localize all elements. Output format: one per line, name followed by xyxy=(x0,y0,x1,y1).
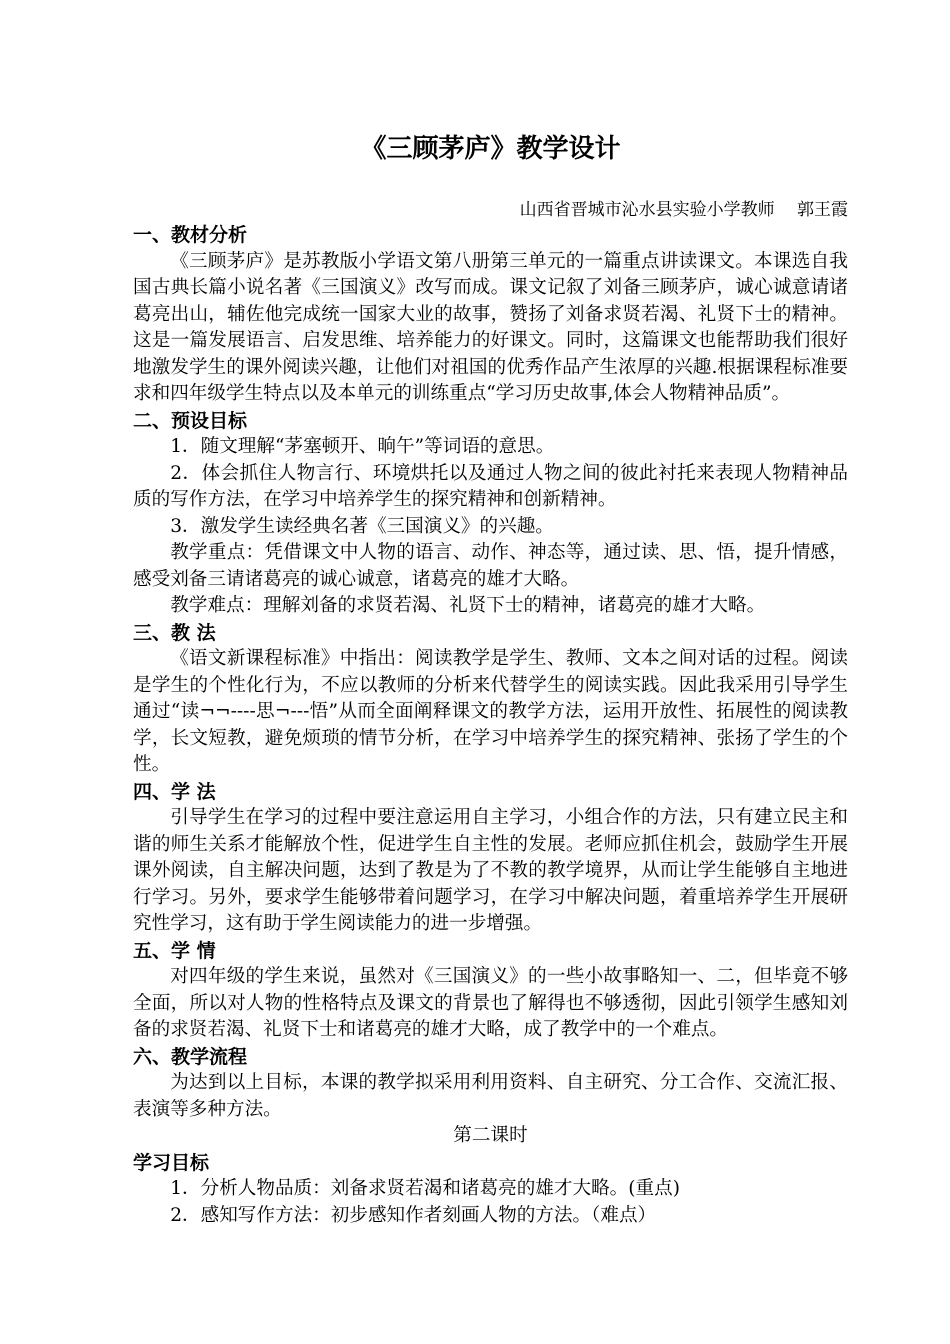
learning-goal-item: 1．分析人物品质：刘备求贤若渴和诸葛亮的雄才大略。(重点) xyxy=(170,1178,680,1199)
section-textbook-analysis xyxy=(133,222,848,408)
body-paragraph: 引导学生在学习的过程中要注意运用自主学习，小组合作的方法，只有建立民主和谐的师生关系才能解放个性，促进学生自主性的发展。老师应抓住机会，鼓励学生开展课外阅读，自主解决问题，达到了教是为了不教的教学境界，从而让学生能够自主地进行学习。另外，要求学生能够带着问题学习，在学习中解决问题，着重培养学生开展研究性学习，这有助于学生阅读能力的进一步增强。 xyxy=(133,807,848,934)
section-heading: 六、教学流程 xyxy=(133,1045,248,1068)
learning-goal-item: 2．感知写作方法：初步感知作者刻画人物的方法。（难点） xyxy=(170,1204,657,1226)
section-teaching-flow xyxy=(133,1044,848,1124)
section-learner-analysis xyxy=(133,938,848,1044)
teaching-focus: 教学重点：凭借课文中人物的语言、动作、神态等，通过读、思、悟，提升情感，感受刘备三请诸葛亮的诚心诚意，诸葛亮的雄才大略。 xyxy=(133,542,848,590)
author-line: 山西省晋城市沁水县实验小学教师 郭王霞 xyxy=(519,200,848,220)
teaching-difficulty: 教学难点：理解刘备的求贤若渴、礼贤下士的精神，诸葛亮的雄才大略。 xyxy=(170,595,766,616)
section-learning-method xyxy=(133,779,848,938)
body-paragraph: 为达到以上目标，本课的教学拟采用利用资料、自主研究、分工合作、交流汇报、表演等多种方法。 xyxy=(133,1072,848,1120)
section-teaching-method xyxy=(133,620,848,779)
goal-item: 2．体会抓住人物言行、环境烘托以及通过人物之间的彼此衬托来表现人物精神品质的写作方法，在学习中培养学生的探究精神和创新精神。 xyxy=(133,462,848,510)
document-body xyxy=(133,222,848,1229)
body-paragraph: 《语文新课程标准》中指出：阅读教学是学生、教师、文本之间对话的过程。阅读是学生的个性化行为，不应以教师的分析来代替学生的阅读实践。因此我采用引导学生通过“读¬¬----思¬---悟”从而全面阐释课文的教学方法，运用开放性、拓展性的阅读教学，长文短教，避免烦琐的情节分析，在学习中培养学生的探究精神、张扬了学生的个性。 xyxy=(133,648,848,775)
section-heading: 三、教 法 xyxy=(133,621,216,644)
section-goals xyxy=(133,408,848,620)
lesson-period-label: 第二课时 xyxy=(453,1125,528,1146)
section-heading: 学习目标 xyxy=(133,1151,210,1174)
section-heading: 二、预设目标 xyxy=(133,409,248,432)
section-heading: 四、学 法 xyxy=(133,780,216,803)
body-paragraph: 对四年级的学生来说，虽然对《三国演义》的一些小故事略知一、二，但毕竟不够全面，所以对人物的性格特点及课文的背景也了解得也不够透彻，因此引领学生感知刘备的求贤若渴、礼贤下士和诸葛亮的雄才大略，成了教学中的一个难点。 xyxy=(133,966,848,1040)
document-title: 《三顾茅庐》教学设计 xyxy=(360,134,621,164)
body-paragraph: 《三顾茅庐》是苏教版小学语文第八册第三单元的一篇重点讲读课文。本课选自我国古典长篇小说名著《三国演义》改写而成。课文记叙了刘备三顾茅庐，诚心诚意请诸葛亮出山，辅佐他完成统一国家大业的故事，赞扬了刘备求贤若渴、礼贤下士的精神。这是一篇发展语言、启发思维、培养能力的好课文。同时，这篇课文也能帮助我们很好地激发学生的课外阅读兴趣，让他们对祖国的优秀作品产生浓厚的兴趣.根据课程标准要求和四年级学生特点以及本单元的训练重点“学习历史故事,体会人物精神品质”。 xyxy=(133,250,848,404)
goal-item: 1．随文理解“茅塞顿开、晌午”等词语的意思。 xyxy=(170,436,555,457)
section-heading: 一、教材分析 xyxy=(133,224,248,246)
goal-item: 3．激发学生读经典名著《三国演义》的兴趣。 xyxy=(170,515,554,537)
section-heading: 五、学 情 xyxy=(133,939,216,962)
section-lesson-two xyxy=(133,1123,848,1229)
